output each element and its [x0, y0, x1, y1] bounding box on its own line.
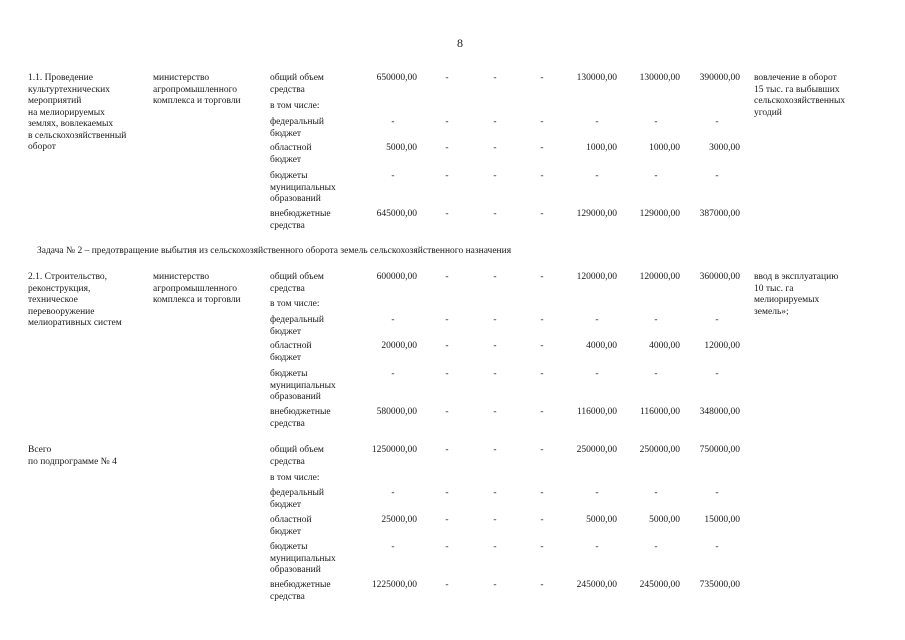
value-cell: 1225000,00: [371, 580, 417, 590]
value-cell: -: [540, 171, 544, 181]
value-cell: -: [654, 542, 658, 552]
value-cell: -: [540, 117, 544, 127]
value-cell: 600000,00: [376, 272, 417, 282]
value-cell: -: [493, 315, 497, 325]
value-cell: -: [493, 209, 497, 219]
value-cell: -: [445, 341, 449, 351]
value-cell: 120000,00: [576, 272, 617, 282]
result-line: мелиорируемых: [754, 295, 820, 305]
row-label-incl: в том числе:: [270, 299, 320, 309]
value-cell: -: [391, 369, 395, 379]
executor-line: агропромышленного: [153, 84, 238, 95]
value-cell: -: [445, 315, 449, 325]
result-line: 10 тыс. га: [754, 283, 794, 294]
value-cell: -: [540, 272, 544, 282]
value-cell: 5000,00: [586, 515, 617, 525]
executor-line: комплекса и торговли: [153, 295, 241, 305]
value-cell: -: [391, 117, 395, 127]
row-label: федеральный бюджет: [270, 488, 324, 510]
value-cell: 20000,00: [381, 341, 417, 351]
value-cell: 348000,00: [699, 407, 740, 417]
value-cell: -: [540, 580, 544, 590]
value-cell: 4000,00: [586, 341, 617, 351]
value-cell: 360000,00: [699, 272, 740, 282]
value-cell: -: [540, 445, 544, 455]
name-line: оборот: [28, 142, 56, 152]
name-line: культуртехнических: [28, 84, 110, 95]
row-label: общий объем средства: [270, 73, 324, 95]
value-cell: -: [540, 542, 544, 552]
value-cell: -: [493, 580, 497, 590]
value-cell: -: [391, 171, 395, 181]
result-line: ввод в эксплуатацию: [754, 272, 839, 282]
result-line: 15 тыс. га выбывших: [754, 84, 840, 95]
name-line: землях, вовлекаемых: [28, 119, 114, 129]
measure-1-1-executor: [153, 73, 241, 108]
value-cell: -: [445, 272, 449, 282]
value-cell: 580000,00: [376, 407, 417, 417]
row-label: областной бюджет: [270, 143, 312, 165]
value-cell: -: [654, 315, 658, 325]
value-cell: -: [445, 515, 449, 525]
value-cell: 245000,00: [576, 580, 617, 590]
value-cell: 650000,00: [376, 73, 417, 83]
value-cell: -: [445, 488, 449, 498]
value-cell: 5000,00: [386, 143, 417, 153]
value-cell: -: [493, 407, 497, 417]
name-line: на мелиорируемых: [28, 107, 105, 118]
value-cell: -: [540, 369, 544, 379]
value-cell: 645000,00: [376, 209, 417, 219]
value-cell: 1250000,00: [371, 445, 417, 455]
row-label-incl: в том числе:: [270, 473, 320, 483]
row-label: областной бюджет: [270, 341, 312, 363]
value-cell: -: [540, 515, 544, 525]
measure-1-1-name: [28, 73, 126, 154]
measure-2-1-executor: [153, 272, 241, 307]
value-cell: 5000,00: [649, 515, 680, 525]
executor-line: комплекса и торговли: [153, 96, 241, 106]
value-cell: -: [493, 73, 497, 83]
value-cell: -: [493, 542, 497, 552]
value-cell: -: [445, 407, 449, 417]
value-cell: 735000,00: [699, 580, 740, 590]
value-cell: 116000,00: [639, 407, 680, 417]
value-cell: -: [595, 542, 599, 552]
value-cell: -: [595, 488, 599, 498]
name-line: Всего: [28, 445, 52, 455]
value-cell: -: [654, 488, 658, 498]
value-cell: -: [445, 542, 449, 552]
value-cell: -: [540, 407, 544, 417]
value-cell: 4000,00: [649, 341, 680, 351]
row-label: общий объем средства: [270, 445, 324, 467]
result-line: сельскохозяйственных: [754, 96, 846, 106]
value-cell: -: [654, 369, 658, 379]
row-label: внебюджетные средства: [270, 209, 331, 231]
value-cell: -: [595, 171, 599, 181]
value-cell: -: [715, 117, 719, 127]
value-cell: 15000,00: [704, 515, 740, 525]
value-cell: -: [715, 369, 719, 379]
value-cell: -: [445, 445, 449, 455]
row-label: внебюджетные средства: [270, 407, 331, 429]
value-cell: -: [540, 341, 544, 351]
value-cell: -: [715, 542, 719, 552]
value-cell: -: [493, 515, 497, 525]
value-cell: 390000,00: [699, 73, 740, 83]
value-cell: -: [493, 369, 497, 379]
value-cell: -: [715, 171, 719, 181]
value-cell: -: [595, 369, 599, 379]
value-cell: -: [540, 315, 544, 325]
value-cell: 116000,00: [576, 407, 617, 417]
name-line: перевооружение: [28, 306, 95, 317]
value-cell: -: [540, 143, 544, 153]
value-cell: -: [445, 369, 449, 379]
value-cell: -: [654, 171, 658, 181]
value-cell: -: [445, 209, 449, 219]
name-line: техническое: [28, 295, 78, 305]
value-cell: -: [493, 341, 497, 351]
value-cell: 1000,00: [649, 143, 680, 153]
row-label: бюджеты муниципальных образований: [270, 171, 336, 204]
value-cell: -: [391, 488, 395, 498]
value-cell: -: [540, 209, 544, 219]
value-cell: -: [493, 445, 497, 455]
measure-2-1-result: [754, 272, 838, 318]
row-label: внебюджетные средства: [270, 580, 331, 602]
name-line: 1.1. Проведение: [28, 73, 93, 83]
value-cell: -: [445, 580, 449, 590]
value-cell: -: [595, 117, 599, 127]
value-cell: -: [493, 171, 497, 181]
value-cell: 250000,00: [639, 445, 680, 455]
subprogram-total-name: [28, 445, 117, 468]
value-cell: 245000,00: [639, 580, 680, 590]
row-label: общий объем средства: [270, 272, 324, 294]
measure-2-1-name: [28, 272, 122, 330]
value-cell: 130000,00: [576, 73, 617, 83]
value-cell: -: [391, 315, 395, 325]
value-cell: 129000,00: [639, 209, 680, 219]
measure-1-1-result: [754, 73, 845, 119]
value-cell: -: [493, 272, 497, 282]
value-cell: -: [540, 488, 544, 498]
value-cell: -: [445, 143, 449, 153]
value-cell: -: [654, 117, 658, 127]
value-cell: -: [493, 488, 497, 498]
value-cell: 387000,00: [699, 209, 740, 219]
name-line: в сельскохозяйственный: [28, 130, 127, 141]
result-line: угодий: [754, 107, 782, 118]
name-line: 2.1. Строительство,: [28, 272, 108, 282]
value-cell: 750000,00: [699, 445, 740, 455]
value-cell: -: [595, 315, 599, 325]
value-cell: 25000,00: [381, 515, 417, 525]
value-cell: -: [715, 315, 719, 325]
row-label: областной бюджет: [270, 515, 312, 537]
row-label-incl: в том числе:: [270, 101, 320, 111]
value-cell: 129000,00: [576, 209, 617, 219]
value-cell: -: [715, 488, 719, 498]
executor-line: министерство: [153, 272, 210, 282]
value-cell: -: [445, 117, 449, 127]
name-line: мелиоративных систем: [28, 318, 122, 328]
result-line: земель»;: [754, 306, 789, 317]
page-number: 8: [457, 36, 463, 50]
executor-line: агропромышленного: [153, 283, 238, 294]
value-cell: 3000,00: [709, 143, 740, 153]
value-cell: -: [540, 73, 544, 83]
result-line: вовлечение в оборот: [754, 73, 837, 83]
value-cell: -: [445, 73, 449, 83]
row-label: федеральный бюджет: [270, 117, 324, 139]
value-cell: 120000,00: [639, 272, 680, 282]
row-label: бюджеты муниципальных образований: [270, 369, 336, 402]
executor-line: министерство: [153, 73, 210, 83]
name-line: реконструкция,: [28, 283, 91, 294]
value-cell: 130000,00: [639, 73, 680, 83]
value-cell: -: [445, 171, 449, 181]
value-cell: 12000,00: [704, 341, 740, 351]
value-cell: -: [493, 117, 497, 127]
task-2-heading: Задача № 2 – предотвращение выбытия из сельскохозяйственного оборота земель сельскохозяйственного назначения: [37, 246, 512, 256]
value-cell: -: [391, 542, 395, 552]
row-label: бюджеты муниципальных образований: [270, 542, 336, 575]
value-cell: 250000,00: [576, 445, 617, 455]
name-line: по подпрограмме № 4: [28, 456, 117, 467]
value-cell: -: [493, 143, 497, 153]
name-line: мероприятий: [28, 96, 82, 106]
value-cell: 1000,00: [586, 143, 617, 153]
row-label: федеральный бюджет: [270, 315, 324, 337]
